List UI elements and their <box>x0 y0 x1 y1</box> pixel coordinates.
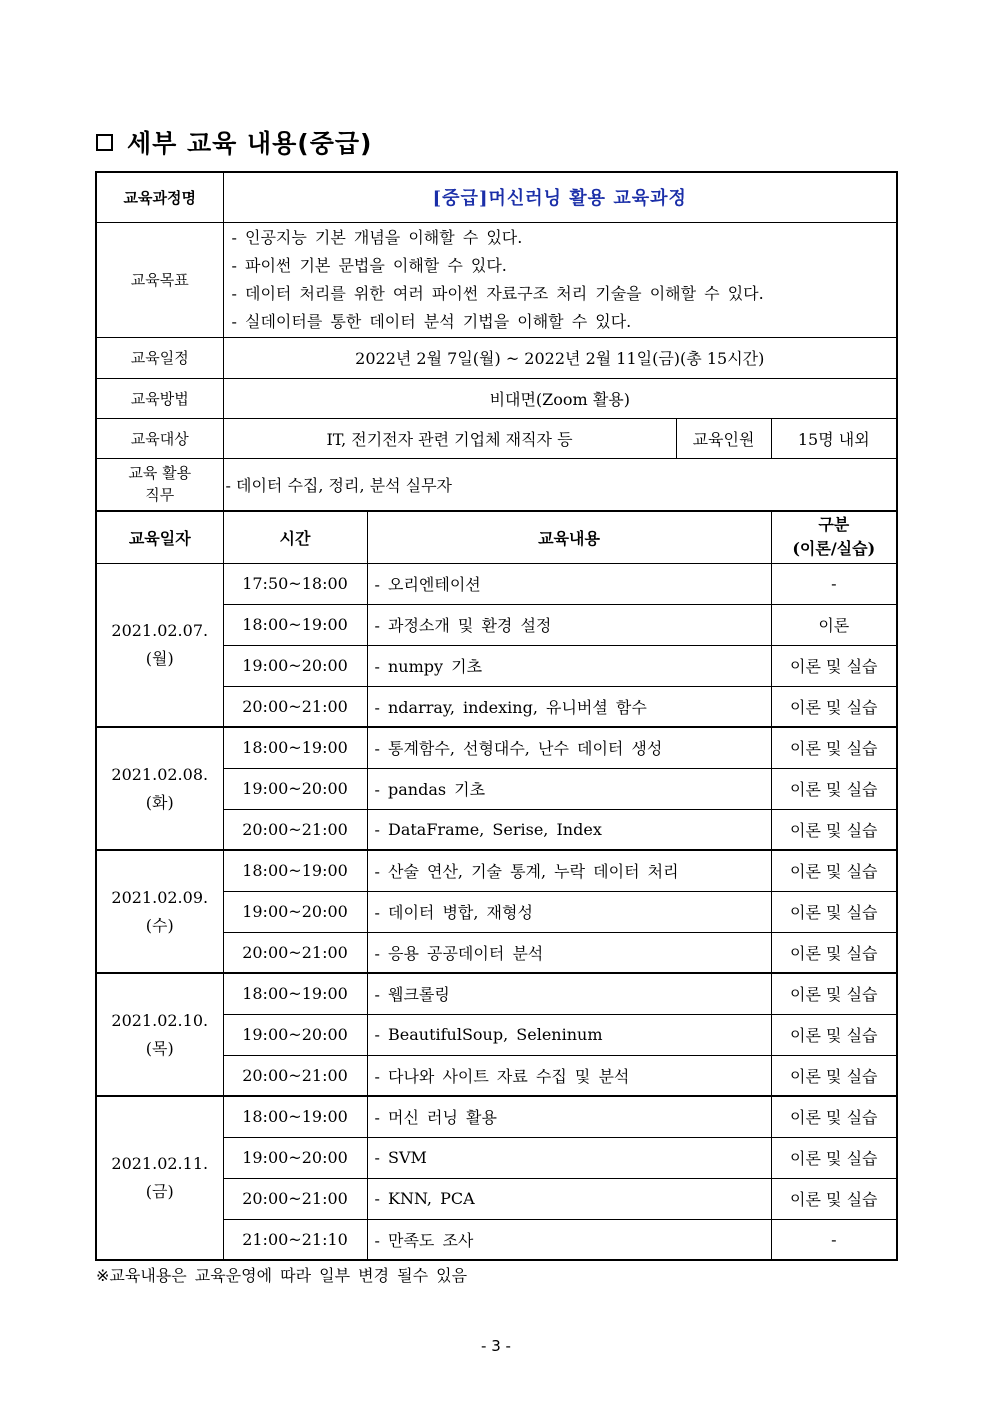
schedule-body <box>96 563 897 1260</box>
goal-list <box>223 222 897 337</box>
session-type: 이론 <box>771 604 897 645</box>
footnote: ※교육내용은 교육운영에 따라 일부 변경 될수 있음 <box>96 1266 468 1285</box>
course-label: 교육과정명 <box>96 172 223 222</box>
session-time: 20:00~21:00 <box>223 686 367 727</box>
session-time: 21:00~21:10 <box>223 1219 367 1260</box>
session-time: 18:00~19:00 <box>223 604 367 645</box>
session-content: - 데이터 병합, 재형성 <box>367 891 771 932</box>
session-content: - 통계함수, 선형대수, 난수 데이터 생성 <box>367 727 771 768</box>
day-date-cell <box>96 973 223 1096</box>
header-time: 시간 <box>223 511 367 563</box>
session-time: 19:00~20:00 <box>223 1014 367 1055</box>
job-label-line2: 직무 <box>145 486 175 505</box>
day-date-cell <box>96 727 223 850</box>
day-date-cell <box>96 563 223 727</box>
session-content: - 오리엔테이션 <box>367 563 771 604</box>
session-content: - numpy 기초 <box>367 645 771 686</box>
session-content: - 다나와 사이트 자료 수집 및 분석 <box>367 1055 771 1096</box>
session-content: - BeautifulSoup, Seleninum <box>367 1014 771 1055</box>
header-date: 교육일자 <box>96 511 223 563</box>
day-weekday: (수) <box>145 915 174 935</box>
session-time: 19:00~20:00 <box>223 645 367 686</box>
day-date-cell <box>96 1096 223 1260</box>
goal-item: - 데이터 처리를 위한 여러 파이썬 자료구조 처리 기술을 이해할 수 있다. <box>231 283 764 303</box>
table-row <box>96 727 897 768</box>
table-row <box>96 563 897 604</box>
target-row <box>96 418 897 458</box>
table-row <box>96 1096 897 1137</box>
day-weekday: (금) <box>145 1182 174 1201</box>
session-time: 17:50~18:00 <box>223 563 367 604</box>
session-type: 이론 및 실습 <box>771 809 897 850</box>
schedule-value: 2022년 2월 7일(월) ~ 2022년 2월 11일(금)(총 15시간) <box>223 337 897 378</box>
checkbox-square-icon <box>96 134 113 151</box>
session-content: - 과정소개 및 환경 설정 <box>367 604 771 645</box>
table-row <box>96 850 897 891</box>
session-content: - ndarray, indexing, 유니버셜 함수 <box>367 686 771 727</box>
method-value: 비대면(Zoom 활용) <box>223 378 897 418</box>
session-time: 20:00~21:00 <box>223 1178 367 1219</box>
session-content: - SVM <box>367 1137 771 1178</box>
target-label: 교육대상 <box>96 418 223 458</box>
session-content: - 웹크롤링 <box>367 973 771 1014</box>
schedule-label: 교육일정 <box>96 337 223 378</box>
session-type: - <box>771 1219 897 1260</box>
session-time: 18:00~19:00 <box>223 1096 367 1137</box>
day-weekday: (월) <box>145 648 174 668</box>
session-time: 18:00~19:00 <box>223 850 367 891</box>
session-type: 이론 및 실습 <box>771 727 897 768</box>
session-time: 18:00~19:00 <box>223 973 367 1014</box>
session-time: 19:00~20:00 <box>223 1137 367 1178</box>
session-type: 이론 및 실습 <box>771 891 897 932</box>
goal-label: 교육목표 <box>96 222 223 337</box>
day-date-cell <box>96 850 223 973</box>
course-value: [중급]머신러닝 활용 교육과정 <box>223 172 897 222</box>
session-content: - 만족도 조사 <box>367 1219 771 1260</box>
session-time: 20:00~21:00 <box>223 932 367 973</box>
session-type: 이론 및 실습 <box>771 932 897 973</box>
session-content: - pandas 기초 <box>367 768 771 809</box>
session-type: 이론 및 실습 <box>771 1137 897 1178</box>
header-type-line1: 구분 <box>818 515 850 535</box>
curriculum-table <box>95 171 898 1261</box>
day-date: 2021.02.10. <box>111 1010 209 1030</box>
session-type: 이론 및 실습 <box>771 1096 897 1137</box>
method-label: 교육방법 <box>96 378 223 418</box>
day-date: 2021.02.11. <box>111 1154 209 1173</box>
day-weekday: (목) <box>145 1038 174 1058</box>
header-content: 교육내용 <box>367 511 771 563</box>
session-time: 19:00~20:00 <box>223 891 367 932</box>
course-row <box>96 172 897 222</box>
job-row <box>96 458 897 511</box>
header-type-line2: (이론/실습) <box>792 539 876 559</box>
session-type: 이론 및 실습 <box>771 1178 897 1219</box>
day-date: 2021.02.08. <box>111 764 209 784</box>
schedule-row <box>96 337 897 378</box>
session-time: 20:00~21:00 <box>223 1055 367 1096</box>
session-content: - DataFrame, Serise, Index <box>367 809 771 850</box>
day-weekday: (화) <box>145 792 174 812</box>
session-type: 이론 및 실습 <box>771 1014 897 1055</box>
goal-item: - 실데이터를 통한 데이터 분석 기법을 이해할 수 있다. <box>231 311 632 331</box>
job-label-line1: 교육 활용 <box>128 464 192 483</box>
schedule-header-row <box>96 511 897 563</box>
page-title-text: 세부 교육 내용(중급) <box>127 129 373 158</box>
header-type <box>771 511 897 563</box>
session-type: 이론 및 실습 <box>771 973 897 1014</box>
session-type: 이론 및 실습 <box>771 645 897 686</box>
page-number: - 3 - <box>481 1337 511 1355</box>
goal-item: - 인공지능 기본 개념을 이해할 수 있다. <box>231 227 523 247</box>
session-time: 19:00~20:00 <box>223 768 367 809</box>
headcount-label: 교육인원 <box>676 418 771 458</box>
session-content: - 산술 연산, 기술 통계, 누락 데이터 처리 <box>367 850 771 891</box>
session-content: - 응용 공공데이터 분석 <box>367 932 771 973</box>
session-content: - 머신 러닝 활용 <box>367 1096 771 1137</box>
session-time: 18:00~19:00 <box>223 727 367 768</box>
job-value: - 데이터 수집, 정리, 분석 실무자 <box>223 458 897 511</box>
method-row <box>96 378 897 418</box>
session-type: 이론 및 실습 <box>771 850 897 891</box>
session-type: - <box>771 563 897 604</box>
goal-item: - 파이썬 기본 문법을 이해할 수 있다. <box>231 255 507 275</box>
page-title <box>96 124 372 160</box>
session-content: - KNN, PCA <box>367 1178 771 1219</box>
session-type: 이론 및 실습 <box>771 768 897 809</box>
session-type: 이론 및 실습 <box>771 686 897 727</box>
job-label <box>96 458 223 511</box>
day-date: 2021.02.09. <box>111 887 209 907</box>
day-date: 2021.02.07. <box>111 620 209 640</box>
table-row <box>96 973 897 1014</box>
session-time: 20:00~21:00 <box>223 809 367 850</box>
headcount-value: 15명 내외 <box>771 418 897 458</box>
target-value: IT, 전기전자 관련 기업체 재직자 등 <box>223 418 676 458</box>
goal-row <box>96 222 897 337</box>
session-type: 이론 및 실습 <box>771 1055 897 1096</box>
